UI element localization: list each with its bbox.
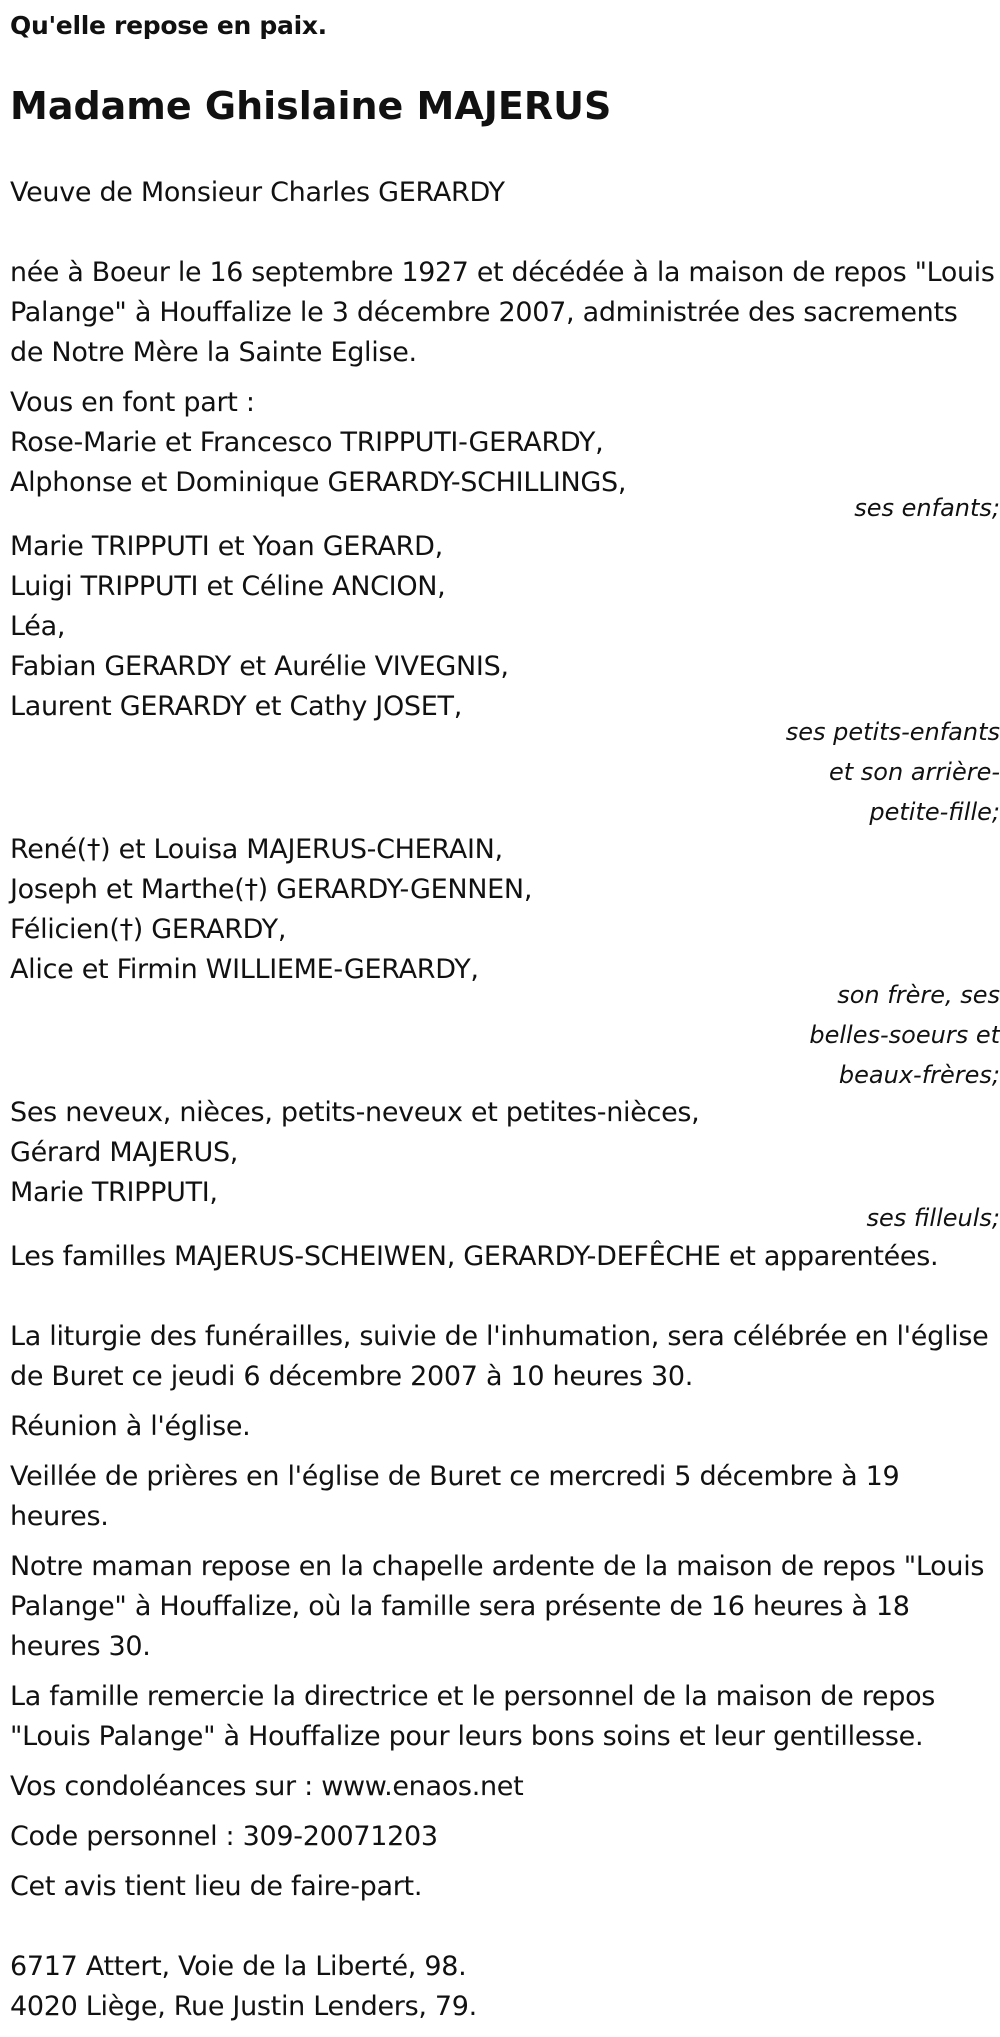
sibling-line: Alice et Firmin WILLIEME-GERARDY, bbox=[10, 954, 479, 985]
grandchild-line: Fabian GERARDY et Aurélie VIVEGNIS, bbox=[10, 651, 509, 682]
children-label: ses enfants; bbox=[854, 494, 1000, 522]
bio-line: Palange" à Houffalize le 3 décembre 2007, administrée des sacrements bbox=[10, 297, 958, 328]
vigil-line: Veillée de prières en l'église de Buret ce mercredi 5 décembre à 19 bbox=[10, 1461, 900, 1492]
godchildren-label: ses filleuls; bbox=[866, 1204, 1000, 1232]
grandchildren-label: ses petits-enfants bbox=[785, 718, 1000, 746]
godchild-line: Gérard MAJERUS, bbox=[10, 1137, 239, 1168]
notice-line: Cet avis tient lieu de faire-part. bbox=[10, 1871, 423, 1902]
grandchild-line: Luigi TRIPPUTI et Céline ANCION, bbox=[10, 571, 446, 602]
intro-text: Qu'elle repose en paix. bbox=[10, 11, 327, 40]
grandchildren-label: petite-fille; bbox=[869, 798, 1000, 826]
bio-line: de Notre Mère la Sainte Eglise. bbox=[10, 337, 417, 368]
address-line: 6717 Attert, Voie de la Liberté, 98. bbox=[10, 1951, 467, 1982]
grandchildren-label: et son arrière- bbox=[829, 758, 1000, 786]
rest-line: Notre maman repose en la chapelle ardente de la maison de repos "Louis bbox=[10, 1551, 985, 1582]
godchild-line: Marie TRIPPUTI, bbox=[10, 1177, 218, 1208]
address-line: 4020 Liège, Rue Justin Lenders, 79. bbox=[10, 1991, 477, 2022]
child-line: Rose-Marie et Francesco TRIPPUTI-GERARDY, bbox=[10, 427, 604, 458]
rest-line: heures 30. bbox=[10, 1631, 151, 1662]
grandchild-line: Léa, bbox=[10, 611, 66, 642]
siblings-label: beaux-frères; bbox=[838, 1061, 1000, 1089]
thanks-line: "Louis Palange" à Houffalize pour leurs bons soins et leur gentillesse. bbox=[10, 1721, 924, 1752]
deceased-name: Madame Ghislaine MAJERUS bbox=[10, 84, 612, 128]
siblings-label: belles-soeurs et bbox=[809, 1021, 1000, 1049]
rest-line: Palange" à Houffalize, où la famille sera présente de 16 heures à 18 bbox=[10, 1591, 910, 1622]
sibling-line: René(†) et Louisa MAJERUS-CHERAIN, bbox=[10, 834, 503, 865]
godchild-line: Ses neveux, nièces, petits-neveux et petites-nièces, bbox=[10, 1097, 700, 1128]
vigil-line: heures. bbox=[10, 1501, 109, 1532]
reunion-line: Réunion à l'église. bbox=[10, 1411, 251, 1442]
sibling-line: Joseph et Marthe(†) GERARDY-GENNEN, bbox=[10, 874, 533, 905]
grandchild-line: Laurent GERARDY et Cathy JOSET, bbox=[10, 691, 462, 722]
bio-line: née à Boeur le 16 septembre 1927 et décédée à la maison de repos "Louis bbox=[10, 257, 995, 288]
code-line: Code personnel : 309-20071203 bbox=[10, 1821, 438, 1852]
child-line: Alphonse et Dominique GERARDY-SCHILLINGS, bbox=[10, 467, 627, 498]
thanks-line: La famille remercie la directrice et le personnel de la maison de repos bbox=[10, 1681, 936, 1712]
announce-line: Vous en font part : bbox=[10, 387, 255, 418]
ceremony-line: de Buret ce jeudi 6 décembre 2007 à 10 heures 30. bbox=[10, 1361, 694, 1392]
families-line: Les familles MAJERUS-SCHEIWEN, GERARDY-DEFÊCHE et apparentées. bbox=[10, 1241, 939, 1272]
sibling-line: Félicien(†) GERARDY, bbox=[10, 914, 287, 945]
widow-line: Veuve de Monsieur Charles GERARDY bbox=[10, 177, 505, 208]
grandchild-line: Marie TRIPPUTI et Yoan GERARD, bbox=[10, 531, 443, 562]
ceremony-line: La liturgie des funérailles, suivie de l'inhumation, sera célébrée en l'église bbox=[10, 1321, 989, 1352]
siblings-label: son frère, ses bbox=[837, 981, 1000, 1009]
condolences-line: Vos condoléances sur : www.enaos.net bbox=[10, 1771, 524, 1802]
